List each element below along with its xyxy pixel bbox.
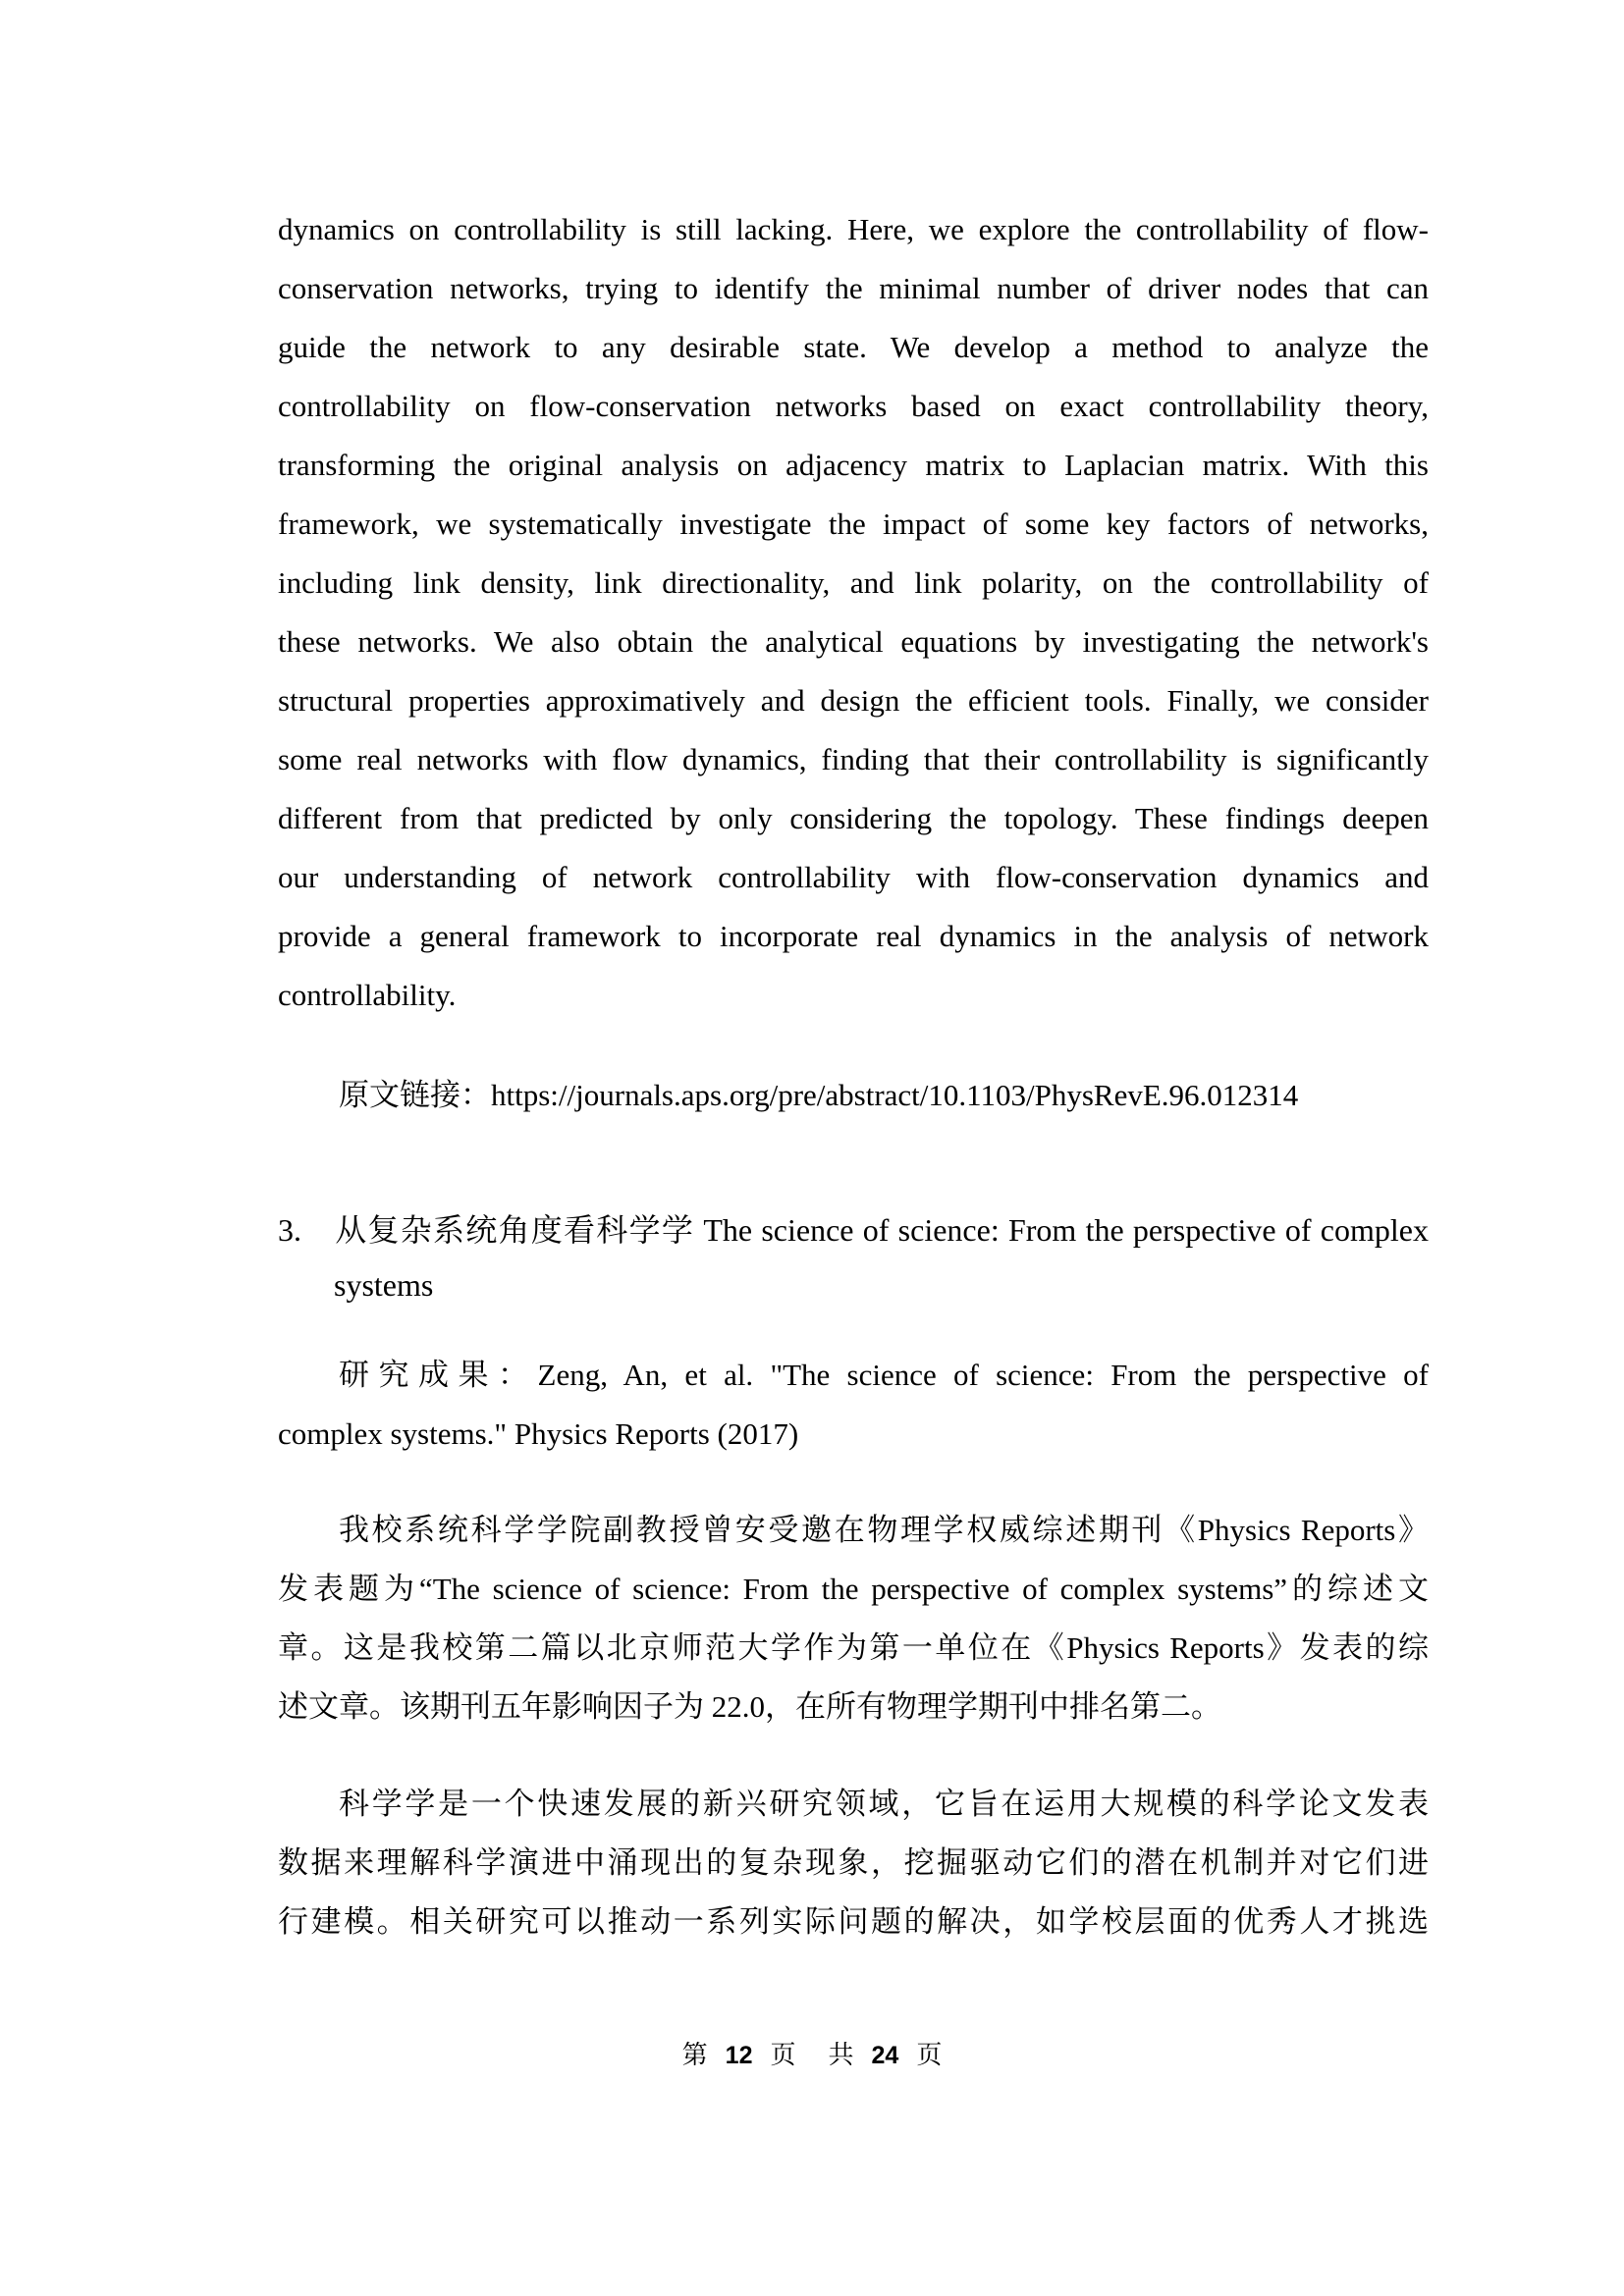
text-line: including link density, link directionality, and link polarity, on the controllability of bbox=[278, 565, 1429, 600]
text-line: these networks. We also obtain the analytical equations by investigating the network's bbox=[278, 624, 1429, 659]
section-title-text: 从复杂系统角度看科学学 The science of science: From the perspective of complex bbox=[334, 1212, 1429, 1248]
text-line: 研究成果：Zeng, An, et al. "The science of science: From the perspective of bbox=[339, 1358, 1429, 1392]
text-line: 行建模。相关研究可以推动一系列实际问题的解决，如学校层面的优秀人才挑选 bbox=[278, 1904, 1429, 1939]
text-line: controllability on flow-conservation networks based on exact controllability theory, bbox=[278, 389, 1429, 423]
abstract-justified-lines bbox=[278, 200, 1429, 966]
section-number: 3. bbox=[278, 1212, 301, 1248]
text-line: 我校系统科学学院副教授曾安受邀在物理学权威综述期刊《Physics Reports》 bbox=[339, 1513, 1429, 1547]
footer-label-gong: 共 bbox=[828, 2041, 854, 2069]
intro-last-line: 述文章。该期刊五年影响因子为 22.0，在所有物理学期刊中排名第二。 bbox=[278, 1689, 1221, 1724]
text-line: our understanding of network controllability with flow-conservation dynamics and bbox=[278, 860, 1429, 894]
citation-paragraph bbox=[278, 1346, 1429, 1464]
section-heading-line2: systems bbox=[334, 1267, 434, 1303]
footer-label-page1: 页 bbox=[770, 2041, 796, 2069]
scisci-justified-lines bbox=[278, 1775, 1429, 1951]
text-line: transforming the original analysis on adjacency matrix to Laplacian matrix. With this bbox=[278, 448, 1429, 482]
footer-label-di: 第 bbox=[681, 2041, 708, 2069]
text-line: some real networks with flow dynamics, finding that their controllability is significantly bbox=[278, 742, 1429, 776]
science-of-science-paragraph bbox=[278, 1775, 1429, 1951]
source-link-line bbox=[278, 1066, 1429, 1125]
intro-justified-lines bbox=[278, 1501, 1429, 1678]
text-line: different from that predicted by only considering the topology. These findings deepen bbox=[278, 801, 1429, 835]
page-number: 12 bbox=[725, 2042, 753, 2069]
section-3-heading bbox=[278, 1202, 1429, 1312]
total-pages: 24 bbox=[871, 2042, 899, 2069]
citation-justified-lines bbox=[278, 1346, 1429, 1405]
source-link-label: 原文链接： bbox=[339, 1078, 491, 1112]
text-line: structural properties approximatively and design the efficient tools. Finally, we consider bbox=[278, 683, 1429, 718]
text-line: 数据来理解科学演进中涌现出的复杂现象，挖掘驱动它们的潜在机制并对它们进 bbox=[278, 1845, 1429, 1880]
abstract-last-line: controllability. bbox=[278, 978, 457, 1012]
text-line: framework, we systematically investigate the impact of some key factors of networks, bbox=[278, 507, 1429, 541]
footer-label-page2: 页 bbox=[916, 2041, 943, 2069]
abstract-paragraph bbox=[278, 200, 1429, 1025]
intro-paragraph bbox=[278, 1501, 1429, 1736]
citation-last-line: complex systems." Physics Reports (2017) bbox=[278, 1416, 799, 1451]
text-line: 科学学是一个快速发展的新兴研究领域，它旨在运用大规模的科学论文发表 bbox=[339, 1787, 1429, 1821]
text-line: guide the network to any desirable state. We develop a method to analyze the bbox=[278, 330, 1429, 364]
source-link-url: https://journals.aps.org/pre/abstract/10.1103/PhysRevE.96.012314 bbox=[491, 1078, 1299, 1112]
text-line: conservation networks, trying to identify the minimal number of driver nodes that can bbox=[278, 271, 1429, 305]
text-line: provide a general framework to incorporate real dynamics in the analysis of network bbox=[278, 919, 1429, 953]
page-footer bbox=[0, 2038, 1624, 2073]
text-line: 发表题为“The science of science: From the perspective of complex systems”的综述文 bbox=[278, 1572, 1429, 1606]
text-line: dynamics on controllability is still lacking. Here, we explore the controllability of flow- bbox=[278, 212, 1429, 246]
section-heading-line1 bbox=[278, 1202, 1429, 1257]
text-line: 章。这是我校第二篇以北京师范大学作为第一单位在《Physics Reports》发表的综 bbox=[278, 1630, 1429, 1665]
